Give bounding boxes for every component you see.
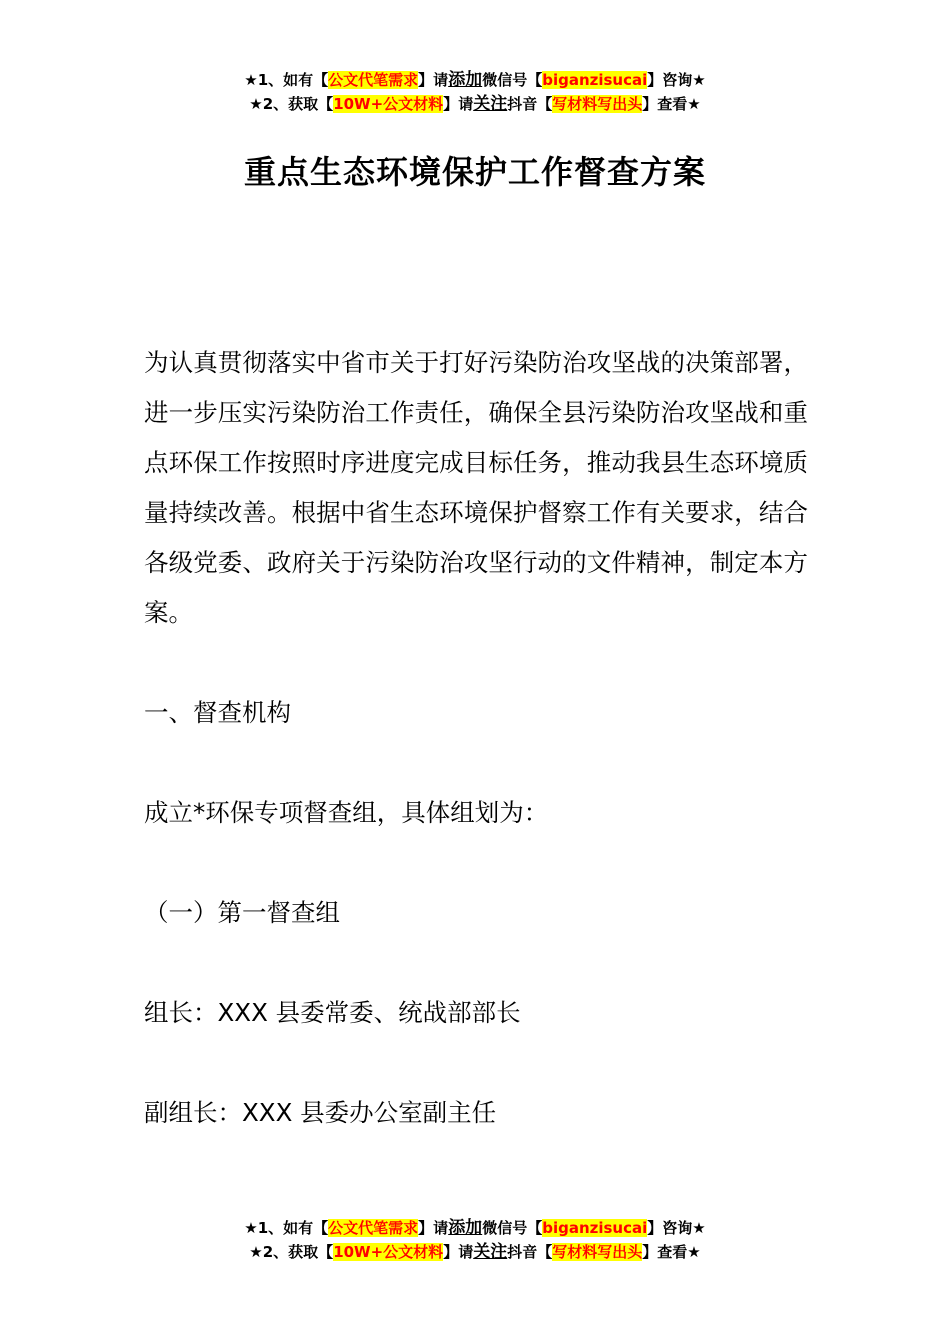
banner-text: ★1、如有【 bbox=[244, 1219, 329, 1237]
banner-text: ★2、获取【 bbox=[249, 95, 334, 113]
banner-highlight: 写材料写出头 bbox=[552, 95, 643, 113]
banner-highlight: biganzisucai bbox=[542, 1219, 648, 1237]
banner-highlight: 公文代笔需求 bbox=[328, 71, 419, 89]
banner-emphasis: 添加 bbox=[448, 1218, 483, 1238]
banner-highlight: 10W+公文材料 bbox=[333, 1243, 444, 1261]
banner-emphasis: 关注 bbox=[473, 94, 508, 114]
banner-line-1 bbox=[0, 1216, 950, 1240]
group-deputy-leader: 副组长：XXX 县委办公室副主任 bbox=[144, 1098, 497, 1127]
banner-text: 抖音【 bbox=[507, 1243, 553, 1261]
intro-paragraph: 为认真贯彻落实中省市关于打好污染防治攻坚战的决策部署，进一步压实污染防治工作责任，确保全县污染防治攻坚战和重点环保工作按照时序进度完成目标任务，推动我县生态环境质量持续改善。根据中省生态环境保护督察工作有关要求，结合各级党委、政府关于污染防治攻坚行动的文件精神，制定本方案。 bbox=[144, 348, 808, 627]
banner-text: ★2、获取【 bbox=[249, 1243, 334, 1261]
banner-line-2 bbox=[0, 92, 950, 116]
header-banner bbox=[0, 68, 950, 116]
banner-text: 】查看★ bbox=[642, 1243, 701, 1261]
banner-emphasis: 关注 bbox=[473, 1242, 508, 1262]
banner-highlight: 10W+公文材料 bbox=[333, 95, 444, 113]
banner-highlight: 公文代笔需求 bbox=[328, 1219, 419, 1237]
banner-text: 抖音【 bbox=[507, 95, 553, 113]
banner-text: 】咨询★ bbox=[647, 71, 706, 89]
banner-text: 】咨询★ bbox=[647, 1219, 706, 1237]
banner-text: 】请 bbox=[418, 71, 449, 89]
banner-highlight: 写材料写出头 bbox=[552, 1243, 643, 1261]
group-leader: 组长：XXX 县委常委、统战部部长 bbox=[144, 998, 521, 1027]
footer-banner bbox=[0, 1216, 950, 1264]
banner-text: 】请 bbox=[418, 1219, 449, 1237]
banner-line-1 bbox=[0, 68, 950, 92]
document-title: 重点生态环境保护工作督查方案 bbox=[243, 153, 706, 191]
banner-highlight: biganzisucai bbox=[542, 71, 648, 89]
document-body bbox=[144, 338, 808, 1188]
section-heading: 一、督查机构 bbox=[144, 698, 291, 727]
banner-emphasis: 添加 bbox=[448, 70, 483, 90]
group-heading: （一）第一督查组 bbox=[144, 898, 340, 927]
banner-text: ★1、如有【 bbox=[244, 71, 329, 89]
banner-text: 】请 bbox=[443, 95, 474, 113]
banner-line-2 bbox=[0, 1240, 950, 1264]
banner-text: 】请 bbox=[443, 1243, 474, 1261]
section-text: 成立*环保专项督查组，具体组划为： bbox=[144, 798, 549, 827]
banner-text: 】查看★ bbox=[642, 95, 701, 113]
banner-text: 微信号【 bbox=[482, 1219, 543, 1237]
banner-text: 微信号【 bbox=[482, 71, 543, 89]
